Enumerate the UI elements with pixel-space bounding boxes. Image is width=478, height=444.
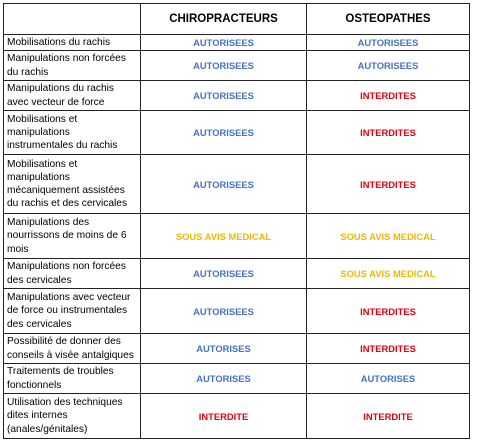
- header-corner: [4, 4, 141, 35]
- table-row: [4, 155, 470, 214]
- osteo-status: AUTORISES: [307, 364, 470, 394]
- osteo-status: INTERDITES: [307, 289, 470, 334]
- table-row: [4, 334, 470, 364]
- chiro-status: AUTORISEES: [141, 111, 307, 155]
- row-label: Manipulations avec vecteur de force ou instrumentales des cervicales: [4, 289, 141, 334]
- chiro-status: AUTORISEES: [141, 289, 307, 334]
- osteo-status: SOUS AVIS MEDICAL: [307, 259, 470, 289]
- chiro-status: AUTORISEES: [141, 155, 307, 214]
- row-label: Possibilité de donner des conseils à visée antalgiques: [4, 334, 141, 364]
- table-row: [4, 259, 470, 289]
- row-label: Manipulations des nourrissons de moins de 6 mois: [4, 214, 141, 259]
- header-osteopathes: OSTEOPATHES: [307, 4, 470, 35]
- comparison-table-container: [3, 3, 470, 439]
- row-label: Mobilisations du rachis: [4, 35, 141, 51]
- table-row: [4, 35, 470, 51]
- table-row: [4, 364, 470, 394]
- chiro-status: AUTORISES: [141, 334, 307, 364]
- osteo-status: AUTORISEES: [307, 35, 470, 51]
- row-label: Manipulations non forcées des cervicales: [4, 259, 141, 289]
- chiro-status: INTERDITE: [141, 394, 307, 439]
- table-row: [4, 214, 470, 259]
- table-row: [4, 81, 470, 111]
- row-label: Mobilisations et manipulations mécaniquement assistées du rachis et des cervicales: [4, 155, 141, 214]
- row-label: Manipulations du rachis avec vecteur de force: [4, 81, 141, 111]
- row-label: Utilisation des techniques dites internes (anales/génitales): [4, 394, 141, 439]
- osteo-status: INTERDITES: [307, 111, 470, 155]
- osteo-status: INTERDITES: [307, 155, 470, 214]
- header-row: [4, 4, 470, 35]
- table-row: [4, 394, 470, 439]
- table-row: [4, 289, 470, 334]
- chiro-status: AUTORISEES: [141, 81, 307, 111]
- row-label: Traitements de troubles fonctionnels: [4, 364, 141, 394]
- table-row: [4, 51, 470, 81]
- osteo-status: INTERDITES: [307, 334, 470, 364]
- osteo-status: INTERDITES: [307, 81, 470, 111]
- row-label: Manipulations non forcées du rachis: [4, 51, 141, 81]
- osteo-status: INTERDITE: [307, 394, 470, 439]
- chiro-status: AUTORISES: [141, 364, 307, 394]
- chiro-status: AUTORISEES: [141, 51, 307, 81]
- osteo-status: AUTORISEES: [307, 51, 470, 81]
- table-row: [4, 111, 470, 155]
- osteo-status: SOUS AVIS MEDICAL: [307, 214, 470, 259]
- row-label: Mobilisations et manipulations instrumentales du rachis: [4, 111, 141, 155]
- chiro-status: AUTORISEES: [141, 35, 307, 51]
- header-chiropracteurs: CHIROPRACTEURS: [141, 4, 307, 35]
- chiro-status: AUTORISEES: [141, 259, 307, 289]
- comparison-table: [3, 3, 470, 439]
- chiro-status: SOUS AVIS MEDICAL: [141, 214, 307, 259]
